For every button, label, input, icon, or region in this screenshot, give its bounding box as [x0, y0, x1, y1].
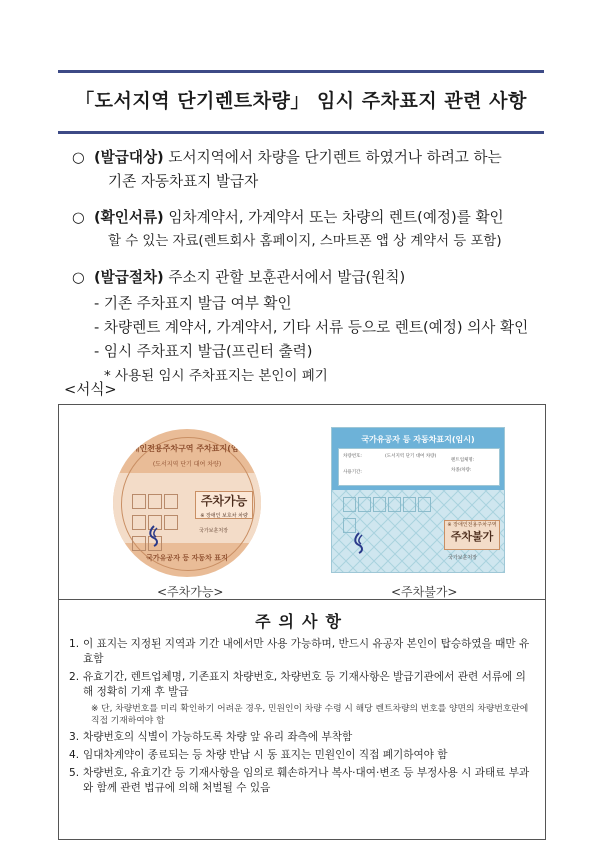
- field-note: (도서지역 단기 대여 차량): [385, 454, 437, 459]
- caption-allowed: <주차가능>: [157, 585, 224, 599]
- notice-item: [69, 748, 535, 763]
- permit-bottom-text: 국가유공자 등 자동차 표지: [146, 554, 228, 562]
- permit-sub-text: (도서지역 단기 대여 차량): [152, 461, 222, 468]
- notice-text: 유효기간, 렌트업체명, 기존표지 차량번호, 차량번호 등 기재사항은 발급기관에서 관련 서류에 의해 정확히 기재 후 발급: [83, 671, 526, 698]
- notice-text: 차량번호, 유효기간 등 기재사항을 임의로 훼손하거나 복사·대여·변조 등 부정사용 시 과태료 부과와 함께 관련 법규에 의해 처벌될 수 있음: [83, 767, 530, 794]
- permit-issuer: 국가보훈처장: [199, 528, 228, 534]
- permit-info-box: [338, 448, 500, 486]
- permit-issuer: 국가보훈처장: [448, 555, 477, 561]
- item-text: 주소지 관할 보훈관서에서 발급(원칙): [168, 269, 406, 286]
- field-period: 사용기간:: [343, 470, 362, 475]
- title-rule-bottom: [58, 131, 544, 134]
- bullet: ○: [72, 149, 85, 166]
- notice-item: [69, 670, 535, 700]
- item-procedure: [72, 266, 552, 290]
- notice-number: 3.: [69, 731, 80, 743]
- notice-list: [69, 637, 535, 799]
- item-cont: 할 수 있는 자료(렌트회사 홈페이지, 스마트폰 앱 상 계약서 등 포함): [108, 234, 502, 249]
- permit-block-small: ※ 장애인전용주차구역: [447, 522, 497, 528]
- notice-title: 주의사항: [255, 612, 349, 631]
- notice-item: [69, 730, 535, 745]
- notice-number: 5.: [69, 767, 80, 779]
- title-bar: [58, 70, 544, 134]
- notice-item: [69, 766, 535, 796]
- sub-note: * 사용된 임시 주차표지는 본인이 폐기: [104, 368, 328, 384]
- sub-item: - 기존 주차표지 발급 여부 확인: [94, 295, 292, 312]
- field-company: 렌트업체명:: [451, 458, 475, 463]
- bullet: ○: [72, 269, 85, 286]
- sub-item: - 임시 주차표지 발급(프린터 출력): [94, 343, 313, 360]
- permit-digit-boxes: [342, 496, 442, 520]
- permit-block-text: 주차불가: [450, 530, 494, 543]
- permit-top-text: 장애인전용주차구역 주차표지(임시): [123, 444, 251, 453]
- veterans-emblem-icon: [352, 532, 366, 554]
- item-target: [72, 146, 552, 194]
- notice-text: 이 표지는 지정된 지역과 기간 내에서만 사용 가능하며, 반드시 유공자 본인이 탑승하였을 때만 유효함: [83, 638, 530, 665]
- notice-number: 4.: [69, 749, 80, 761]
- notice-text: 임대차계약이 종료되는 등 차량 반납 시 동 표지는 민원인이 직접 폐기하여야 함: [83, 749, 448, 761]
- caption-denied: <주차불가>: [391, 585, 458, 599]
- sub-item: - 차량렌트 계약서, 가계약서, 기타 서류 등으로 렌트(예정) 의사 확인: [94, 319, 529, 336]
- frame-divider: [59, 599, 545, 600]
- title-rule-top: [58, 70, 544, 73]
- item-documents: [72, 206, 552, 254]
- notice-sub-note: ※ 단, 차량번호를 미리 확인하기 어려운 경우, 민원인이 차량 수령 시 해당 렌트차량의 번호를 양면의 차량번호란에 직접 기재하여야 함: [91, 704, 529, 726]
- notice-text: 차량번호의 식별이 가능하도록 차량 앞 유리 좌측에 부착함: [83, 731, 353, 743]
- permit-parking-label: [195, 491, 253, 519]
- permit-parking-small: ※ 장애인 보호차 차량: [200, 513, 248, 519]
- notice-number: 1.: [69, 638, 80, 650]
- notice-item: [69, 637, 535, 667]
- permit-parking-text: 주차가능: [200, 494, 248, 508]
- bullet: ○: [72, 209, 85, 226]
- permit-digit-boxes: [131, 493, 193, 523]
- item-text: 임차계약서, 가계약서 또는 차량의 렌트(예정)를 확인: [168, 209, 504, 226]
- content-body: [72, 146, 552, 388]
- item-text: 도서지역에서 차량을 단기렌트 하였거나 하려고 하는: [168, 149, 502, 166]
- item-head: (발급절차): [94, 269, 164, 286]
- permit-parking-denied: [331, 427, 505, 573]
- item-cont: 기존 자동차표지 발급자: [108, 173, 259, 190]
- field-car-model: 차종/차량:: [451, 468, 472, 473]
- page-title: 「도서지역 단기렌트차량」 임시 주차표지 관련 사항: [75, 90, 527, 112]
- item-head: (확인서류): [94, 209, 164, 226]
- format-label: <서식>: [64, 381, 117, 398]
- permit-title: 국가유공자 등 자동차표지(임시): [361, 435, 475, 444]
- veterans-emblem-icon: [147, 525, 161, 547]
- item-head: (발급대상): [94, 149, 164, 166]
- field-car-number: 차량번호:: [343, 454, 362, 459]
- permit-parking-allowed: [113, 429, 261, 577]
- permit-denied-block: [444, 520, 500, 550]
- form-frame: [58, 404, 546, 840]
- notice-number: 2.: [69, 671, 80, 683]
